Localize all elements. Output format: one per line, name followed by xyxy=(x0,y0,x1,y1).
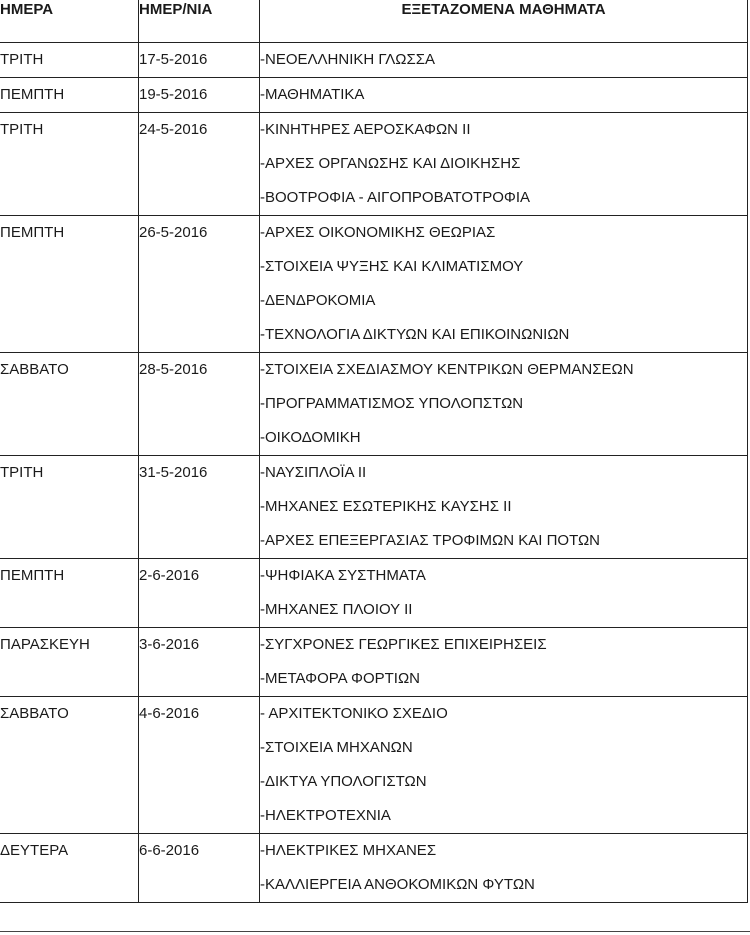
table-row xyxy=(0,559,748,628)
subjects-cell xyxy=(260,834,748,903)
header-row xyxy=(0,0,748,43)
subject-item: -ΣΤΟΙΧΕΙΑ ΜΗΧΑΝΩΝ xyxy=(260,739,413,756)
subject-item: -ΒΟΟΤΡΟΦΙΑ - ΑΙΓΟΠΡΟΒΑΤΟΤΡΟΦΙΑ xyxy=(260,189,531,206)
table-body xyxy=(0,43,748,903)
table-row xyxy=(0,834,748,903)
date-cell: 2-6-2016 xyxy=(139,559,260,628)
subject-item: -ΤΕΧΝΟΛΟΓΙΑ ΔΙΚΤΥΩΝ ΚΑΙ ΕΠΙΚΟΙΝΩΝΙΩΝ xyxy=(260,326,570,343)
date-cell: 31-5-2016 xyxy=(139,456,260,559)
subject-item: -ΣΤΟΙΧΕΙΑ ΨΥΞΗΣ ΚΑΙ ΚΛΙΜΑΤΙΣΜΟΥ xyxy=(260,258,524,275)
header-subjects: ΕΞΕΤΑΖΟΜΕΝΑ ΜΑΘΗΜΑΤΑ xyxy=(260,0,748,43)
table-row xyxy=(0,456,748,559)
date-cell: 26-5-2016 xyxy=(139,216,260,353)
day-cell: ΣΑΒΒΑΤΟ xyxy=(0,353,139,456)
subject-item: -ΜΗΧΑΝΕΣ ΠΛΟΙΟΥ ΙΙ xyxy=(260,601,413,618)
subjects-cell xyxy=(260,628,748,697)
subject-item: -ΣΤΟΙΧΕΙΑ ΣΧΕΔΙΑΣΜΟΥ ΚΕΝΤΡΙΚΩΝ ΘΕΡΜΑΝΣΕΩΝ xyxy=(260,361,634,378)
day-cell: ΔΕΥΤΕΡΑ xyxy=(0,834,139,903)
table-row xyxy=(0,43,748,78)
day-cell: ΠΑΡΑΣΚΕΥΗ xyxy=(0,628,139,697)
subject-item: -ΔΕΝΔΡΟΚΟΜΙΑ xyxy=(260,292,376,309)
day-cell: ΤΡΙΤΗ xyxy=(0,43,139,78)
table-row xyxy=(0,353,748,456)
subjects-cell xyxy=(260,113,748,216)
date-cell: 19-5-2016 xyxy=(139,78,260,113)
subjects-cell xyxy=(260,559,748,628)
table-row xyxy=(0,78,748,113)
table-row xyxy=(0,216,748,353)
subject-item: -ΑΡΧΕΣ ΟΙΚΟΝΟΜΙΚΗΣ ΘΕΩΡΙΑΣ xyxy=(260,224,496,241)
subject-item: -ΣΥΓΧΡΟΝΕΣ ΓΕΩΡΓΙΚΕΣ ΕΠΙΧΕΙΡΗΣΕΙΣ xyxy=(260,636,547,653)
date-cell: 17-5-2016 xyxy=(139,43,260,78)
header-day: ΗΜΕΡΑ xyxy=(0,0,139,43)
bottom-rule xyxy=(0,931,750,932)
subject-item: -ΝΑΥΣΙΠΛΟΪΑ ΙΙ xyxy=(260,464,367,481)
subject-item: -ΜΑΘΗΜΑΤΙΚΑ xyxy=(260,86,365,103)
date-cell: 6-6-2016 xyxy=(139,834,260,903)
subject-item: -ΠΡΟΓΡΑΜΜΑΤΙΣΜΟΣ ΥΠΟΛΟΠΣΤΩΝ xyxy=(260,395,524,412)
subjects-cell xyxy=(260,216,748,353)
subjects-cell xyxy=(260,456,748,559)
subject-item: -ΗΛΕΚΤΡΙΚΕΣ ΜΗΧΑΝΕΣ xyxy=(260,842,437,859)
subject-item: -ΝΕΟΕΛΛΗΝΙΚΗ ΓΛΩΣΣΑ xyxy=(260,51,436,68)
day-cell: ΠΕΜΠΤΗ xyxy=(0,216,139,353)
subjects-cell xyxy=(260,697,748,834)
table-row xyxy=(0,113,748,216)
date-cell: 24-5-2016 xyxy=(139,113,260,216)
subject-item: -ΜΕΤΑΦΟΡΑ ΦΟΡΤΙΩΝ xyxy=(260,670,421,687)
day-cell: ΠΕΜΠΤΗ xyxy=(0,559,139,628)
subject-item: -ΑΡΧΕΣ ΟΡΓΑΝΩΣΗΣ ΚΑΙ ΔΙΟΙΚΗΣΗΣ xyxy=(260,155,521,172)
subjects-cell xyxy=(260,43,748,78)
day-cell: ΣΑΒΒΑΤΟ xyxy=(0,697,139,834)
subject-item: -ΔΙΚΤΥΑ ΥΠΟΛΟΓΙΣΤΩΝ xyxy=(260,773,427,790)
table-header xyxy=(0,0,748,43)
date-cell: 3-6-2016 xyxy=(139,628,260,697)
subject-item: -ΟΙΚΟΔΟΜΙΚΗ xyxy=(260,429,361,446)
subject-item: -ΚΙΝΗΤΗΡΕΣ ΑΕΡΟΣΚΑΦΩΝ ΙΙ xyxy=(260,121,471,138)
date-cell: 28-5-2016 xyxy=(139,353,260,456)
day-cell: ΠΕΜΠΤΗ xyxy=(0,78,139,113)
table-row xyxy=(0,697,748,834)
subject-item: -ΚΑΛΛΙΕΡΓΕΙΑ ΑΝΘΟΚΟΜΙΚΩΝ ΦΥΤΩΝ xyxy=(260,876,535,893)
day-cell: ΤΡΙΤΗ xyxy=(0,456,139,559)
table-row xyxy=(0,628,748,697)
subjects-cell xyxy=(260,78,748,113)
subject-item: -ΜΗΧΑΝΕΣ ΕΣΩΤΕΡΙΚΗΣ ΚΑΥΣΗΣ ΙΙ xyxy=(260,498,512,515)
subjects-cell xyxy=(260,353,748,456)
header-date: ΗΜΕΡ/ΝΙΑ xyxy=(139,0,260,43)
subject-item: -ΨΗΦΙΑΚΑ ΣΥΣΤΗΜΑΤΑ xyxy=(260,567,426,584)
subject-item: -ΑΡΧΕΣ ΕΠΕΞΕΡΓΑΣΙΑΣ ΤΡΟΦΙΜΩΝ ΚΑΙ ΠΟΤΩΝ xyxy=(260,532,601,549)
date-cell: 4-6-2016 xyxy=(139,697,260,834)
day-cell: ΤΡΙΤΗ xyxy=(0,113,139,216)
subject-item: -ΗΛΕΚΤΡΟΤΕΧΝΙΑ xyxy=(260,807,391,824)
subject-item: - ΑΡΧΙΤΕΚΤΟΝΙΚΟ ΣΧΕΔΙΟ xyxy=(260,705,448,722)
